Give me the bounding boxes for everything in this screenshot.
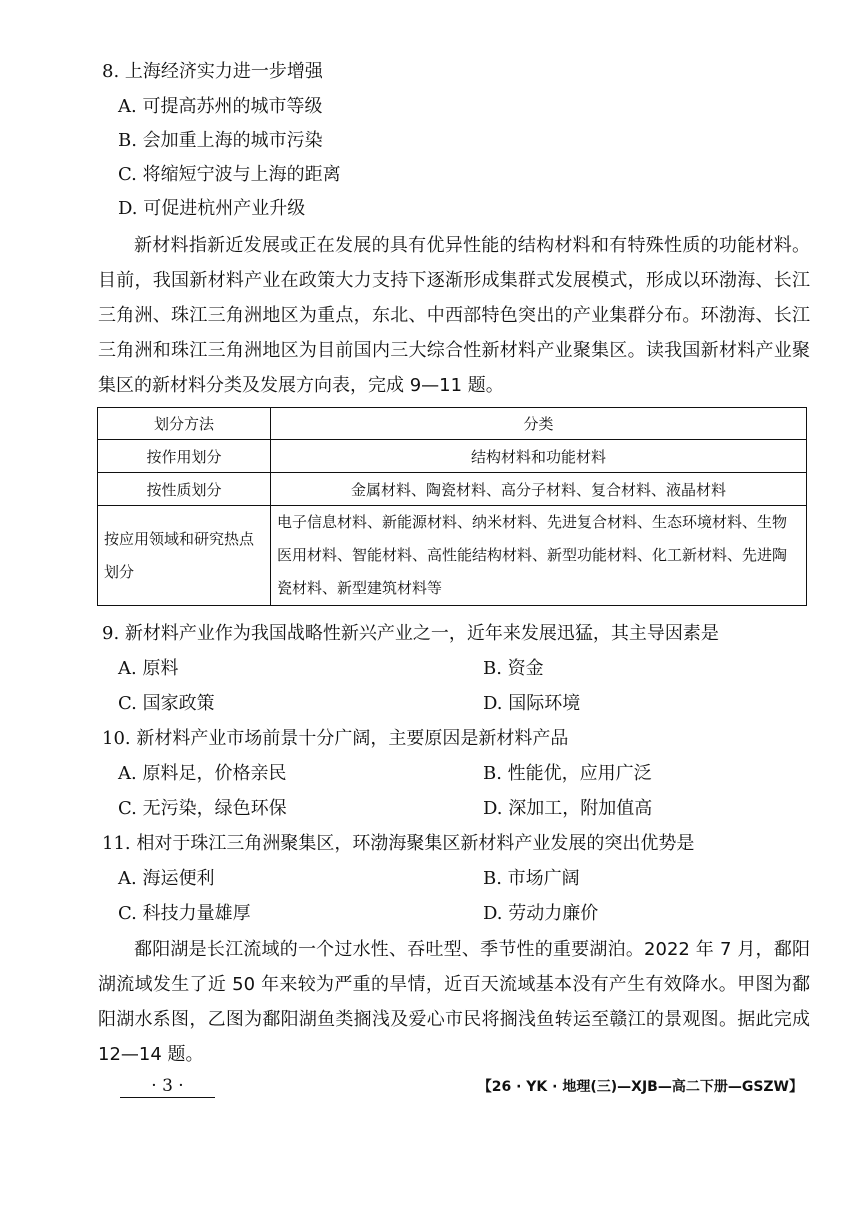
q10-option-b: B. 性能优，应用广泛 (483, 763, 652, 784)
materials-classification-table (97, 407, 807, 606)
passage-new-materials-text: 新材料指新近发展或正在发展的具有优异性能的结构材料和有特殊性质的功能材料。目前，我国新材料产业在政策大力支持下逐渐形成集群式发展模式，形成以环渤海、长江三角洲、珠江三角洲地区为重点，东北、中西部特色突出的产业集群分布。环渤海、长江三角洲和珠江三角洲地区为目前国内三大综合性新材料产业聚集区。读我国新材料产业聚集区的新材料分类及发展方向表，完成 9—11 题。 (98, 235, 810, 396)
table-row (98, 506, 807, 606)
table-cell-category: 结构材料和功能材料 (271, 440, 807, 473)
table-cell-method: 按应用领域和研究热点划分 (98, 506, 271, 606)
q9-option-b: B. 资金 (483, 658, 544, 679)
table-row (98, 473, 807, 506)
q9-stem: 9. 新材料产业作为我国战略性新兴产业之一，近年来发展迅猛，其主导因素是 (102, 623, 719, 644)
q8-option-b: B. 会加重上海的城市污染 (118, 130, 323, 151)
table-cell-method: 按作用划分 (98, 440, 271, 473)
exam-code: 【26 · YK · 地理(三)—XJB—高二下册—GSZW】 (477, 1079, 803, 1095)
q11-stem: 11. 相对于珠江三角洲聚集区，环渤海聚集区新材料产业发展的突出优势是 (102, 833, 695, 854)
page-number: · 3 · (120, 1075, 215, 1098)
q8-option-c: C. 将缩短宁波与上海的距离 (118, 164, 341, 185)
passage-poyang-lake-text: 鄱阳湖是长江流域的一个过水性、吞吐型、季节性的重要湖泊。2022 年 7 月，鄱阳湖流域发生了近 50 年来较为严重的旱情，近百天流域基本没有产生有效降水。甲图为鄱阳湖水系图，乙图为鄱阳湖鱼类搁浅及爱心市民将搁浅鱼转运至赣江的景观图。据此完成 12—14 题。 (98, 939, 810, 1065)
q8-stem: 8. 上海经济实力进一步增强 (102, 61, 323, 82)
table-row (98, 440, 807, 473)
q11-option-a: A. 海运便利 (118, 868, 215, 889)
passage-new-materials (98, 228, 810, 403)
q11-option-b: B. 市场广阔 (483, 868, 580, 889)
table-header-row (98, 408, 807, 440)
q11-option-c: C. 科技力量雄厚 (118, 903, 251, 924)
table-cell-category: 金属材料、陶瓷材料、高分子材料、复合材料、液晶材料 (271, 473, 807, 506)
q11-option-d: D. 劳动力廉价 (483, 903, 599, 924)
q9-option-a: A. 原料 (118, 658, 179, 679)
q8-option-d: D. 可促进杭州产业升级 (118, 198, 306, 219)
table-cell-method: 按性质划分 (98, 473, 271, 506)
table-header-method: 划分方法 (98, 408, 271, 440)
q10-stem: 10. 新材料产业市场前景十分广阔，主要原因是新材料产品 (102, 728, 569, 749)
q10-option-d: D. 深加工，附加值高 (483, 798, 653, 819)
q10-option-c: C. 无污染，绿色环保 (118, 798, 287, 819)
q9-option-c: C. 国家政策 (118, 693, 215, 714)
q8-option-a: A. 可提高苏州的城市等级 (118, 96, 323, 117)
q10-option-a: A. 原料足，价格亲民 (118, 763, 287, 784)
table-header-category: 分类 (271, 408, 807, 440)
passage-poyang-lake (98, 932, 810, 1072)
table-cell-category: 电子信息材料、新能源材料、纳米材料、先进复合材料、生态环境材料、生物医用材料、智能材料、高性能结构材料、新型功能材料、化工新材料、先进陶瓷材料、新型建筑材料等 (271, 506, 807, 606)
q9-option-d: D. 国际环境 (483, 693, 581, 714)
